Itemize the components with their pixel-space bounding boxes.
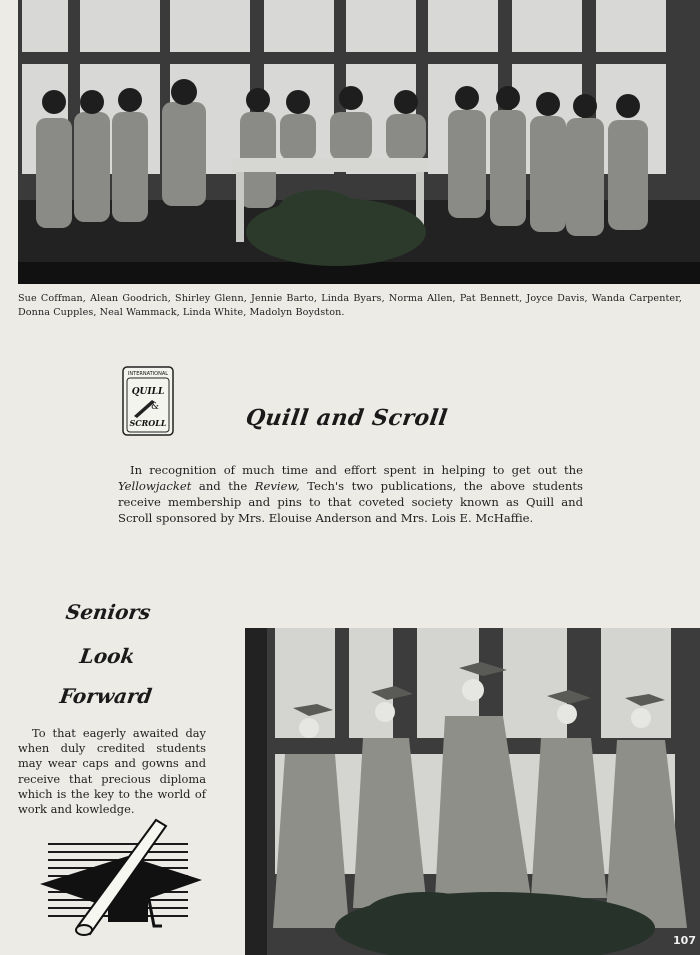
qs-yellowjacket: Yellowjacket [118,479,192,493]
quill-and-scroll-paragraph [118,462,583,526]
emblem-top-text: INTERNATIONAL [127,371,169,377]
seniors-title-word-1: Seniors [64,600,153,624]
quill-and-scroll-title: Quill and Scroll [244,405,450,431]
top-group-photo [18,0,700,284]
seniors-title-word-3: Forward [58,684,154,708]
emblem-ampersand: & [150,402,160,412]
emblem-word-scroll: SCROLL [129,418,167,428]
quill-and-scroll-emblem [122,366,174,436]
qs-text-2: and the [191,479,255,493]
seniors-paragraph: To that eagerly awaited day when duly credited students may wear caps and gowns and receive that precious diploma which is the key to the world of work and kowledge. [18,726,206,817]
qs-review: Review, [254,479,300,493]
diploma-and-cap-illustration [38,814,204,948]
qs-text-3: Tech's two publications, the above students receive membership and pins to that coveted society known as Quill and Scroll sponsored by Mrs. Elouise Anderson and Mrs. Lois E. McHaffie. [118,479,583,525]
seniors-caps-gowns-photo [245,628,700,955]
emblem-word-quill: QUILL [131,387,165,397]
qs-text-1: In recognition of much time and effort spent in helping to get out the [130,463,583,477]
photo-caption: Sue Coffman, Alean Goodrich, Shirley Glenn, Jennie Barto, Linda Byars, Norma Allen, Pat Bennett, Joyce Davis, Wanda Carpenter, Donna Cupples, Neal Wammack, Linda White, Madolyn Boydston. [18,293,682,318]
seniors-title-word-2: Look [78,644,137,668]
page-number: 107 [673,934,696,947]
